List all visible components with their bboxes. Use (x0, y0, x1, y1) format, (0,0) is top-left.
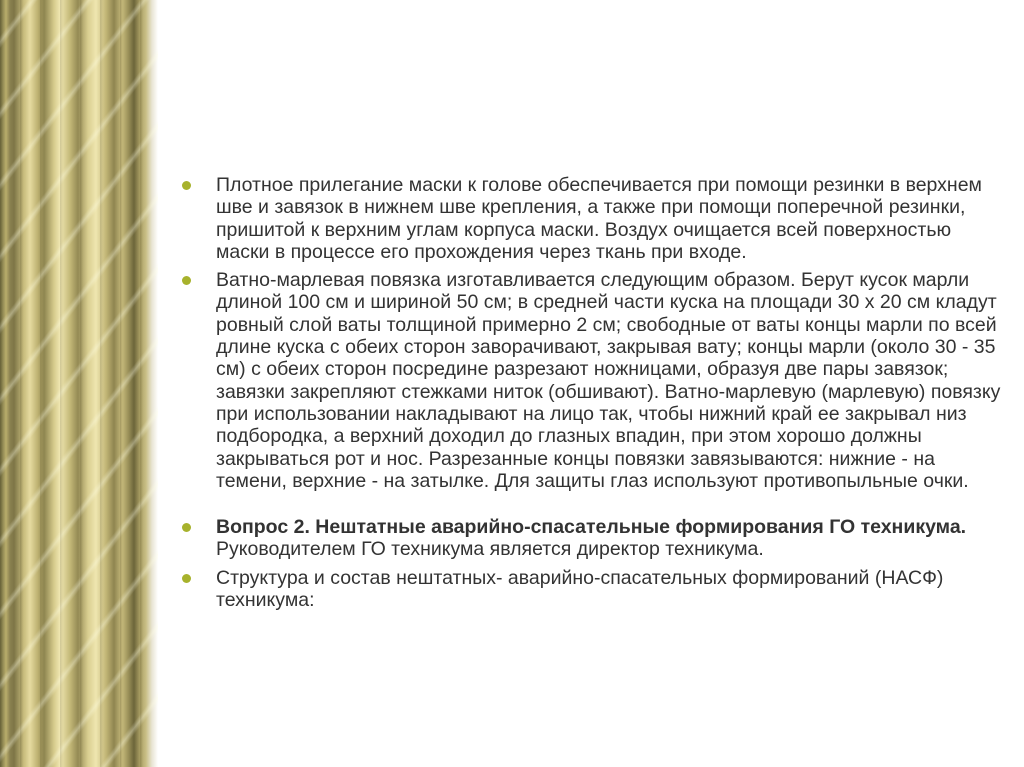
bullet-item-question (176, 516, 1006, 561)
bullet-dot-icon (182, 276, 191, 285)
bullet-dot-icon (182, 574, 191, 583)
bullet-dot-icon (182, 523, 191, 532)
bullet-text: Структура и состав нештатных- аварийно-спасательных формирований (НАСФ) техникума: (216, 566, 944, 612)
bullet-item (176, 174, 1006, 263)
bullet-text: Руководителем ГО техникума является директор техникума. (216, 538, 764, 561)
decorative-gold-band (0, 0, 158, 767)
bullet-text: Ватно-марлевая повязка изготавливается следующим образом. Берут кусок марли длиной 100 см и шириной 50 см; в средней части куска на площади 30 х 20 см кладут ровный слой ваты толщиной примерно 2 см; свободные от ваты концы марли по всей длине куска с обеих сторон заворачивают, закрывая вату; концы марли (около 30 - 35 см) с обеих сторон посредине разрезают ножницами, образуя две пары завязок; завязки закрепляют стежками ниток (обшивают). Ватно-марлевую (марлевую) повязку при использовании накладывают на лицо так, чтобы нижний край ее закрывал низ подбородка, а верхний доходил до глазных впадин, при этом хорошо должны закрываться рот и нос. Разрезанные концы повязки завязываются: нижние - на темени, верхние - на затылке. Для защиты глаз используют противопыльные очки. (216, 269, 1001, 492)
question-heading: Вопрос 2. Нештатные аварийно-спасательные формирования ГО техникума. (216, 516, 967, 539)
slide-content (176, 174, 1006, 617)
bullet-item (176, 269, 1006, 492)
bullet-text: Плотное прилегание маски к голове обеспечивается при помощи резинки в верхнем шве и завязок в нижнем шве крепления, а также при помощи поперечной резинки, пришитой к верхним углам корпуса маски. Воздух очищается всей поверхностью маски в процессе его прохождения через ткань при входе. (216, 174, 982, 263)
bullet-item (176, 567, 1006, 612)
bullet-dot-icon (182, 181, 191, 190)
